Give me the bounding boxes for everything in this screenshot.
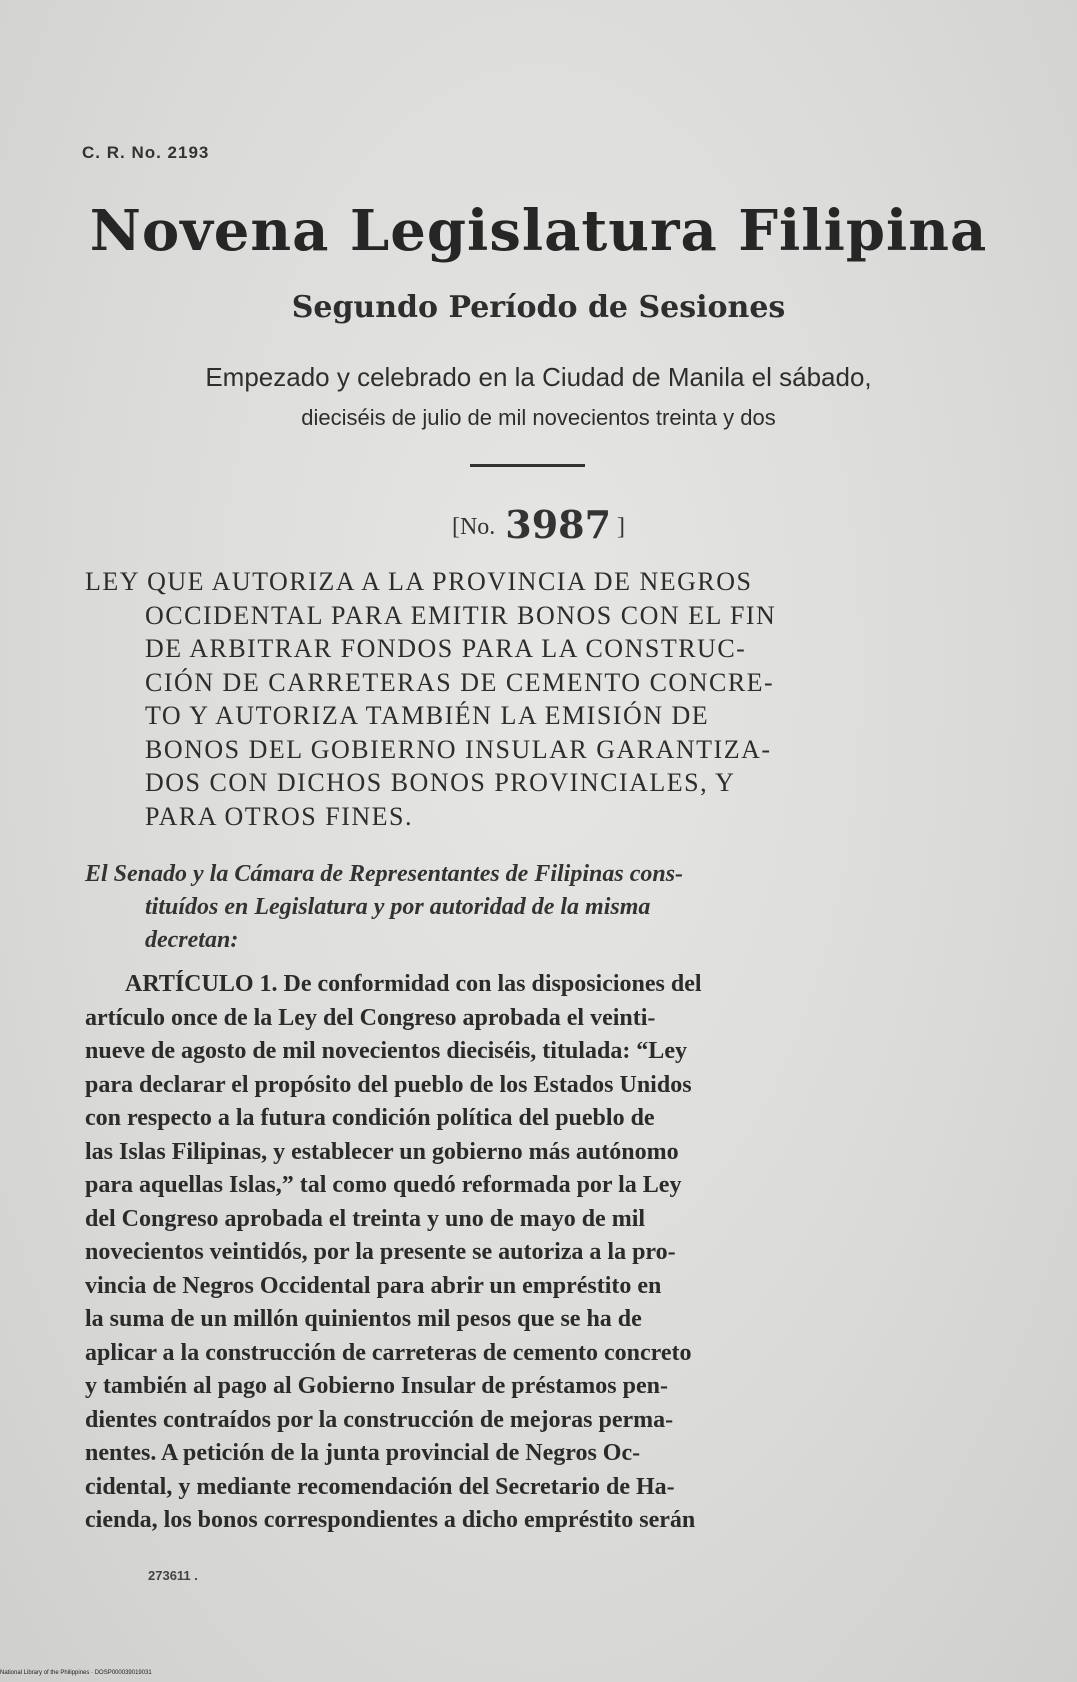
intro-line-2: dieciséis de julio de mil novecientos treinta y dos (301, 405, 776, 430)
enacting-line: El Senado y la Cámara de Representantes de Filipinas cons- (85, 861, 684, 887)
body-line: las Islas Filipinas, y establecer un gobierno más autónomo (85, 1138, 679, 1165)
law-title-block (85, 565, 925, 833)
law-title-line: BONOS DEL GOBIERNO INSULAR GARANTIZA- (145, 734, 772, 764)
body-line: para declarar el propósito del pueblo de los Estados Unidos (85, 1071, 692, 1098)
law-title-line: LEY QUE AUTORIZA A LA PROVINCIA DE NEGROS (85, 567, 753, 596)
library-stamp: National Library of the Philippines · DOSP000039019031 (0, 1670, 152, 1676)
act-number-suffix: ] (617, 514, 626, 540)
article-1-body (85, 968, 925, 1538)
legislature-title: Novena Legislatura Filipina (89, 198, 988, 264)
divider-rule (470, 464, 585, 467)
act-number-prefix: [No. (451, 514, 496, 540)
act-number-value: 3987 (505, 502, 612, 547)
session-subtitle: Segundo Período de Sesiones (291, 290, 786, 325)
body-line: novecientos veintidós, por la presente se autoriza a la pro- (85, 1239, 676, 1265)
print-code: 273611 . (148, 1568, 198, 1583)
body-line: con respecto a la futura condición política del pueblo de (85, 1105, 655, 1131)
law-title-line: OCCIDENTAL PARA EMITIR BONOS CON EL FIN (145, 600, 777, 630)
law-title-line: CIÓN DE CARRETERAS DE CEMENTO CONCRE- (145, 667, 775, 697)
body-line: nueve de agosto de mil novecientos dieciséis, titulada: “Ley (85, 1038, 687, 1064)
body-line: del Congreso aprobada el treinta y uno de mayo de mil (85, 1205, 646, 1232)
body-line: cidental, y mediante recomendación del Secretario de Ha- (85, 1473, 675, 1500)
body-line: vincia de Negros Occidental para abrir un empréstito en (85, 1272, 662, 1299)
law-title-line: PARA OTROS FINES. (145, 801, 414, 831)
body-line: artículo once de la Ley del Congreso aprobada el veinti- (85, 1004, 656, 1031)
act-number (0, 502, 1077, 547)
law-title-line: DE ARBITRAR FONDOS PARA LA CONSTRUC- (145, 634, 747, 663)
body-line: nentes. A petición de la junta provincial de Negros Oc- (85, 1440, 641, 1466)
law-title-line: TO Y AUTORIZA TAMBIÉN LA EMISIÓN DE (145, 701, 710, 730)
enacting-line: decretan: (145, 927, 239, 953)
body-line: para aquellas Islas,” tal como quedó reformada por la Ley (85, 1172, 682, 1198)
body-line: dientes contraídos por la construcción de mejoras perma- (85, 1406, 674, 1433)
body-line: la suma de un millón quinientos mil pesos que se ha de (85, 1306, 642, 1332)
body-line: cienda, los bonos correspondientes a dicho empréstito serán (85, 1507, 696, 1533)
body-line: y también al pago al Gobierno Insular de préstamos pen- (85, 1373, 668, 1399)
law-title-line: DOS CON DICHOS BONOS PROVINCIALES, Y (145, 768, 736, 797)
enacting-line: tituídos en Legislatura y por autoridad de la misma (145, 894, 651, 920)
enacting-clause (85, 858, 925, 957)
body-line: ARTÍCULO 1. De conformidad con las disposiciones del (125, 971, 702, 997)
body-line: aplicar a la construcción de carreteras de cemento concreto (85, 1339, 692, 1366)
cr-number: C. R. No. 2193 (82, 143, 210, 162)
intro-line-1: Empezado y celebrado en la Ciudad de Manila el sábado, (205, 362, 872, 392)
